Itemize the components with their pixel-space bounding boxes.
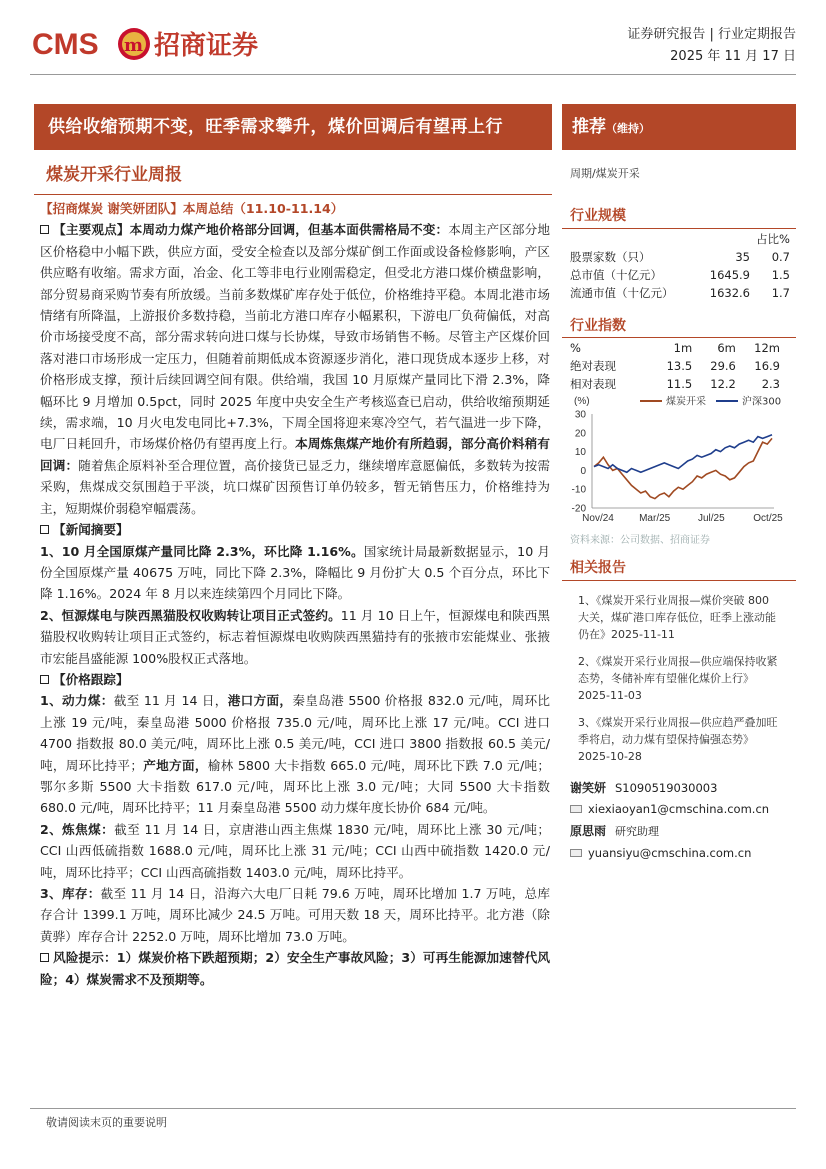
risk-paragraph xyxy=(40,947,550,990)
view-tag: 【主要观点】 xyxy=(53,222,130,238)
y-tick-label: 0 xyxy=(580,465,586,477)
table-row xyxy=(570,339,780,357)
index-divider xyxy=(562,337,796,338)
news-heading xyxy=(40,519,550,540)
price1-port: 港口方面， xyxy=(227,693,293,709)
analyst-email[interactable]: yuansiyu@cmschina.com.cn xyxy=(588,846,752,860)
footer-divider xyxy=(30,1108,796,1109)
related-report-item[interactable]: 2、《煤炭开采行业周报—供应端保持收紧态势，冬储补库有望催化煤价上行》2025-11-03 xyxy=(578,655,778,702)
legend-label: 沪深300 xyxy=(742,396,782,408)
mail-icon xyxy=(570,849,582,857)
risk-text: 1）煤炭价格下跌超预期；2）安全生产事故风险；3）可再生能源加速替代风险；4）煤炭需求不及预期等。 xyxy=(40,950,550,987)
index-cell: 12.2 xyxy=(710,377,736,391)
news-item-1 xyxy=(40,541,550,605)
x-tick-label: Mar/25 xyxy=(639,513,671,524)
analyst-row xyxy=(570,820,790,842)
index-cell: 2.3 xyxy=(761,377,780,391)
price1-b: 秦皇岛港 5500 价格报 832.0 元/吨，周环比上涨 19 元/吨，秦皇岛港 5000 价格报 735.0 元/吨，周环比上涨 17 元/吨。CCI 进口 4700 指数报 80.0 美元/吨，周环比上涨 0.5 美元/吨，CCI 进口 3800 指数报 60.5 美元/吨，周环比持平； xyxy=(40,693,551,773)
header-meta xyxy=(627,24,796,68)
scale-title: 行业规模 xyxy=(570,208,626,224)
y-tick-label: 30 xyxy=(574,409,586,421)
x-tick-label: Nov/24 xyxy=(582,513,614,524)
table-row xyxy=(570,248,790,266)
scale-row-pct: 1.5 xyxy=(771,268,790,282)
main-content xyxy=(40,198,550,990)
price-item-2 xyxy=(40,819,550,883)
news-item2-title: 2、恒源煤电与陕西黑猫股权收购转让项目正式签约。 xyxy=(40,607,341,623)
price2-head: 2、炼焦煤： xyxy=(40,821,115,837)
analyst-block xyxy=(570,778,790,864)
view-text1: 本周主产区部分地区价格稳中小幅下跌，供应方面，受安全检查以及部分煤矿倒工作面或设备检修影响，产区供应略有收缩。需求方面，冶金、化工等非电行业刚需稳定，但受北方港口煤价横盘影响，部分贸易商采购节奏有所放缓。当前多数煤矿库存处于低位，价格维持平稳。本周北港市场情绪有所降温，上游报价多数持稳，当前北方港口库存小幅累积，下游电厂负荷偏低，对高价市场接受度不高，部分需求转向进口煤与长协煤，导致市场销售不畅。尽管主产区煤价回落对港口市场形成一定压力，但随着前期低成本资源逐步消化，港口现货成本逐步上移，对价格形成支撑，预计后续回调空间有限。供给端，我国 10 月原煤产量同比下滑 2.3%，降幅环比 9 月增加 0.5pct，同时 2025 年度中央安全生产考核巡查已启动，供给收缩预期延续，需求端，10 月火电发电同比+7.3%，下周全国将迎来寒冷空气，若气温进一步下降，电厂日耗回升，市场煤价格仍有望再度上行。 xyxy=(40,222,551,452)
view-text2: 随着焦企原料补至合理位置，高价接货已显乏力，继续增库意愿偏低，多数转为按需采购，焦煤成交氛围趋于平淡，坑口煤矿因预售订单仍较多，暂无销售压力，价格维持为主，短期煤价弱稳窄幅震荡。 xyxy=(40,457,551,516)
y-tick-label: 10 xyxy=(574,447,586,459)
analyst-email-row xyxy=(570,842,790,864)
price2-text: 截至 11 月 14 日，京唐港山西主焦煤 1830 元/吨，周环比上涨 30 元/吨；CCI 山西低硫指数 1688.0 元/吨，周环比上涨 31 元/吨；CCI 山西中硫指数 1420.0 元/吨，周环比持平；CCI 山西高硫指数 1403.0 元/吨，周环比持平。 xyxy=(40,821,551,880)
index-col-header: % xyxy=(570,341,581,355)
sector-label: 周期/煤炭开采 xyxy=(570,167,640,180)
index-cell: 29.6 xyxy=(710,359,736,373)
analyst-name: 原思雨 xyxy=(570,824,607,838)
analyst-email-row xyxy=(570,798,790,820)
analyst-role: 研究助理 xyxy=(615,825,659,838)
report-subtitle: 煤炭开采行业周报 xyxy=(46,165,182,185)
scale-row-label: 总市值（十亿元） xyxy=(570,268,662,282)
chart-source: 资料来源：公司数据、招商证券 xyxy=(570,535,710,546)
price1-origin: 产地方面， xyxy=(142,757,208,773)
summary-heading: 【招商煤炭 谢笑妍团队】本周总结（11.10-11.14） xyxy=(40,201,344,216)
scale-divider xyxy=(562,228,796,229)
price-item-1 xyxy=(40,690,550,818)
index-col-header: 12m xyxy=(754,341,780,355)
x-tick-label: Jul/25 xyxy=(697,513,725,524)
company-logo xyxy=(30,18,290,68)
checkbox-square-icon xyxy=(40,675,49,684)
scale-row-pct: 0.7 xyxy=(771,250,790,264)
price3-text: 截至 11 月 14 日，沿海六大电厂日耗 79.6 万吨，周环比增加 1.7 万吨，总库存合计 1399.1 万吨，周环比减少 24.5 万吨。可用天数 18 天，周环比持平。北方港（除黄骅）库存合计 2252.0 万吨，周环比增加 73.0 万吨。 xyxy=(40,886,550,944)
logo-name-text: 招商证券 xyxy=(154,31,259,61)
rating-badge xyxy=(562,104,796,150)
report-title: 供给收缩预期不变，旺季需求攀升，煤价回调后有望再上行 xyxy=(34,104,552,150)
chart-ylabel: (%) xyxy=(574,396,590,407)
subtitle-divider xyxy=(34,194,552,195)
header-divider xyxy=(30,74,796,75)
price1-head: 1、动力煤： xyxy=(40,693,114,709)
news-tag: 【新闻摘要】 xyxy=(53,522,129,538)
analyst-row xyxy=(570,778,790,798)
price3-head: 3、库存： xyxy=(40,886,101,901)
checkbox-square-icon xyxy=(40,953,49,962)
index-cell: 16.9 xyxy=(754,359,780,373)
related-divider xyxy=(562,580,796,581)
related-report-item[interactable]: 1、《煤炭开采行业周报—煤价突破 800 大关，煤矿港口库存低位，旺季上涨动能仍在》2025-11-11 xyxy=(578,594,776,641)
scale-row-value: 1645.9 xyxy=(709,268,750,282)
series-line-coal xyxy=(594,438,772,498)
risk-head: 风险提示： xyxy=(53,950,117,966)
index-title: 行业指数 xyxy=(570,318,626,334)
y-tick-label: -10 xyxy=(571,484,586,496)
index-table xyxy=(570,339,780,393)
price1-c: 榆林 5800 大卡指数 665.0 元/吨，周环比下跌 7.0 元/吨；鄂尔多斯 5500 大卡指数 617.0 元/吨，周环比上涨 3.0 元/吨；大同 5500 大卡指数 680.0 元/吨，周环比持平；11 月秦皇岛港 5500 动力煤年度长协价 684 元/吨。 xyxy=(40,757,551,816)
y-tick-label: 20 xyxy=(574,428,586,440)
rating-sub: （维持） xyxy=(606,122,650,135)
analyst-name: 谢笑妍 xyxy=(570,781,607,795)
news-item-2 xyxy=(40,605,550,669)
scale-row-value: 1632.6 xyxy=(709,286,750,300)
index-col-header: 6m xyxy=(717,341,736,355)
table-row xyxy=(570,284,790,302)
report-date: 2025 年 11 月 17 日 xyxy=(670,49,796,64)
checkbox-square-icon xyxy=(40,225,49,234)
related-list xyxy=(578,592,778,765)
report-type: 证券研究报告 | 行业定期报告 xyxy=(627,27,796,42)
news-item2-text: 11 月 10 日上午，恒源煤电和陕西黑猫股权收购转让项目正式签约，标志着恒源煤电收购陕西黑猫持有的张掖市宏能煤业、张掖市宏能昌盛能源 100%股权正式落地。 xyxy=(40,607,551,666)
svg-text:m: m xyxy=(124,35,144,56)
index-col-header: 1m xyxy=(673,341,693,355)
scale-rows xyxy=(570,248,790,302)
news-item1-title: 1、10 月全国原煤产量同比降 2.3%，环比降 1.16%。 xyxy=(40,543,364,559)
price-item-3 xyxy=(40,883,550,947)
scale-row-pct: 1.7 xyxy=(771,286,790,300)
view-paragraph xyxy=(40,219,550,519)
view-bold2: 本周炼焦煤产地价有所趋弱，部分高价料稍有回调： xyxy=(40,436,551,473)
rating-label: 推荐 xyxy=(572,117,606,137)
scale-row-label: 股票家数（只） xyxy=(570,250,651,264)
analyst-id: S1090519030003 xyxy=(615,781,718,795)
analyst-email[interactable]: xiexiaoyan1@cmschina.com.cn xyxy=(588,802,770,816)
y-tick-label: -20 xyxy=(571,503,586,515)
index-cell: 13.5 xyxy=(666,359,693,373)
price-tag: 【价格跟踪】 xyxy=(53,671,129,687)
index-row-label: 绝对表现 xyxy=(570,359,616,373)
related-report-item[interactable]: 3、《煤炭开采行业周报—供应趋严叠加旺季将启，动力煤有望保持偏强态势》2025-10-28 xyxy=(578,716,778,763)
view-bold1: 本周动力煤产地价格部分回调，但基本面供需格局不变： xyxy=(129,222,449,238)
scale-unit: 占比% xyxy=(756,232,790,246)
price1-a: 截至 11 月 14 日， xyxy=(113,693,228,709)
related-title: 相关报告 xyxy=(570,560,626,576)
scale-row-value: 35 xyxy=(735,250,750,264)
table-row xyxy=(570,266,790,284)
footer-note: 敬请阅读末页的重要说明 xyxy=(46,1116,167,1129)
news-item1-text: 国家统计局最新数据显示，10 月份全国原煤产量 40675 万吨，同比下降 2.3%，降幅比 9 月份扩大 0.5 个百分点，环比下降 1.16%。2024 年 8 月以来连续第四个月同比下降。 xyxy=(40,543,550,602)
checkbox-square-icon xyxy=(40,525,49,534)
logo-cms-text: CMS xyxy=(32,28,99,61)
table-row xyxy=(570,375,780,393)
series-line-csi300 xyxy=(594,435,772,473)
price-heading xyxy=(40,669,550,690)
table-row xyxy=(570,357,780,375)
index-cell: 11.5 xyxy=(666,377,693,391)
mail-icon xyxy=(570,805,582,813)
scale-table xyxy=(570,230,790,302)
scale-row-label: 流通市值（十亿元） xyxy=(570,286,674,300)
x-tick-label: Oct/25 xyxy=(753,513,783,524)
index-row-label: 相对表现 xyxy=(570,377,616,391)
index-line-chart xyxy=(562,392,792,530)
legend-label: 煤炭开采 xyxy=(666,396,706,408)
